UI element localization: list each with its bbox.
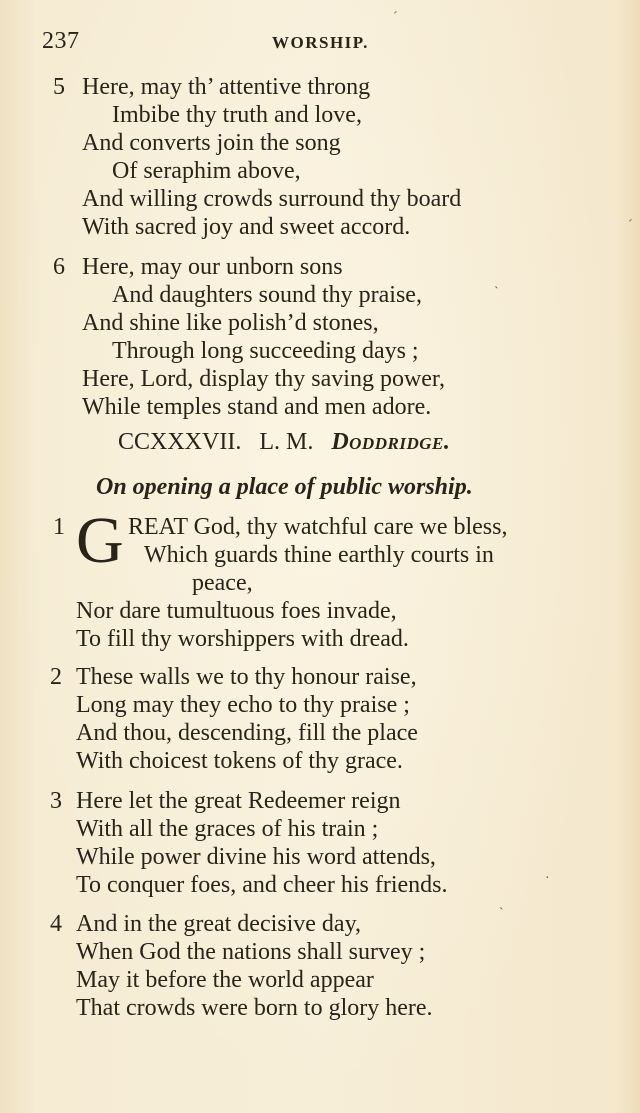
hymn-meter: L. M. [259, 429, 314, 455]
verse-line: And in the great decisive day, [76, 911, 362, 937]
page-number: 237 [42, 28, 80, 54]
verse-line: And thou, descending, fill the place [76, 720, 418, 746]
verse-line: Here, may our unborn sons [82, 254, 343, 280]
drop-cap: G [76, 504, 124, 577]
paper-speck: ˊ [393, 10, 398, 25]
verse-line: These walls we to thy honour raise, [76, 664, 417, 690]
verse-line: While power divine his word attends, [76, 844, 436, 870]
verse-line: That crowds were born to glory here. [76, 995, 433, 1021]
stanza-number: 5 [53, 74, 65, 100]
verse-line: With all the graces of his train ; [76, 816, 379, 842]
verse-line: Imbibe thy truth and love, [112, 102, 362, 128]
verse-line: REAT God, thy watchful care we bless, [128, 514, 508, 540]
verse-line: To conquer foes, and cheer his friends. [76, 872, 448, 898]
verse-line: Here, may th’ attentive throng [82, 74, 371, 100]
verse-line: Here, Lord, display thy saving power, [82, 366, 445, 392]
paper-speck: · [545, 871, 550, 886]
stanza-number: 3 [50, 788, 62, 814]
stanza-number: 2 [50, 664, 62, 690]
stanza-number: 4 [50, 911, 62, 937]
verse-line: With sacred joy and sweet accord. [82, 214, 411, 240]
verse-line: Of seraphim above, [112, 158, 301, 184]
verse-line: Long may they echo to thy praise ; [76, 692, 410, 718]
hymn-number: CCXXXVII. [118, 429, 242, 455]
hymn-author: Doddridge. [331, 429, 451, 455]
verse-line: To fill thy worshippers with dread. [76, 626, 409, 652]
page-header [42, 28, 602, 58]
paper-speck: ˋ [494, 285, 499, 300]
verse-line: Here let the great Redeemer reign [76, 788, 401, 814]
verse-line: With choicest tokens of thy grace. [76, 748, 403, 774]
verse-line: When God the nations shall survey ; [76, 939, 426, 965]
verse-line: And converts join the song [82, 130, 341, 156]
verse-line: Through long succeeding days ; [112, 338, 419, 364]
stanza-number: 1 [53, 514, 65, 540]
verse-line: And willing crowds surround thy board [82, 186, 462, 212]
verse-line: peace, [192, 570, 253, 596]
verse-line: And daughters sound thy praise, [112, 282, 422, 308]
hymn-subtitle: On opening a place of public worship. [96, 474, 473, 500]
paper-speck: ˋ [499, 906, 504, 921]
stanza-number: 6 [53, 254, 65, 280]
paper-speck: ˊ [628, 218, 633, 233]
verse-line: May it before the world appear [76, 967, 374, 993]
verse-line: While temples stand and men adore. [82, 394, 432, 420]
running-head: WORSHIP. [272, 33, 369, 52]
verse-line: And shine like polish’d stones, [82, 310, 379, 336]
hymn-heading [118, 428, 450, 456]
verse-line: Nor dare tumultuous foes invade, [76, 598, 397, 624]
verse-line: Which guards thine earthly courts in [144, 542, 494, 568]
